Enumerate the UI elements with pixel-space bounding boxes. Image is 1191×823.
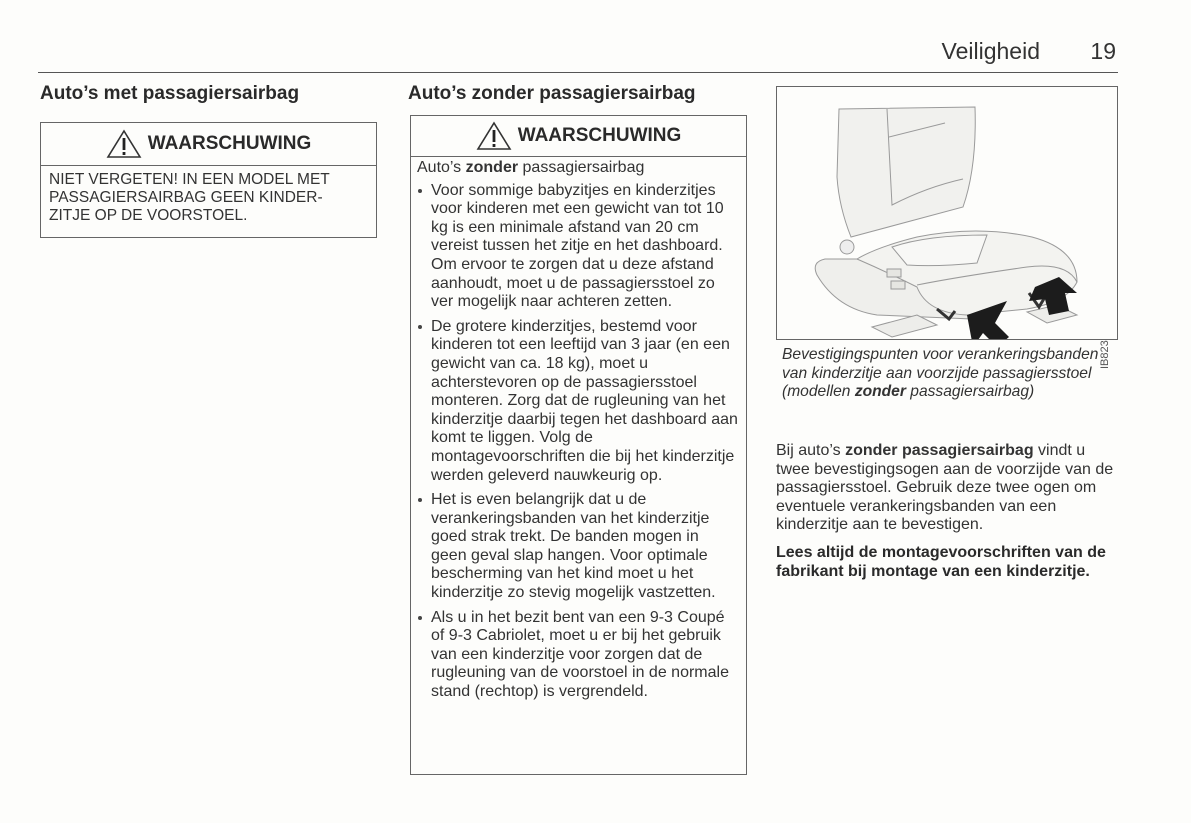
warning-heading: WAARSCHUWING: [517, 125, 682, 146]
section-name: Veiligheid: [941, 38, 1040, 64]
warning-heading: WAARSCHUWING: [147, 133, 312, 154]
bullet-item: Het is even belangrijk dat u de verankeringsbanden van het kinderzitje goed strak trekt. De banden mogen in geen geval slap hangen. Voor optimale bescherming van het kind moet u het kinderzitje zo stevig mogelijk vastzetten.: [417, 491, 738, 603]
seat-illustration: [777, 87, 1117, 339]
warning-line: PASSAGIERSAIRBAG GEEN KINDER-: [49, 189, 323, 206]
body-paragraph: [776, 442, 1121, 535]
warning-text: [41, 166, 376, 231]
paragraph-bold: zonder passagiersairbag: [845, 442, 1034, 459]
warning-triangle-icon: [106, 129, 142, 159]
warning-box-without-airbag: [410, 115, 747, 775]
caption-text: passagiersairbag): [905, 383, 1035, 400]
intro-text: passagiersairbag: [518, 159, 645, 176]
warning-header: [41, 123, 376, 166]
middle-section-title: Auto’s zonder passagiersairbag: [408, 83, 696, 104]
bold-note: Lees altijd de montagevoorschriften van de fabrikant bij montage van een kinderzitje.: [776, 544, 1106, 580]
warning-intro: [417, 159, 738, 178]
warning-header: [411, 116, 746, 157]
warning-triangle-icon: [476, 121, 512, 151]
bullet-item: De grotere kinderzitjes, bestemd voor kinderen tot een leeftijd van 3 jaar (en een gewicht van ca. 18 kg), moet u achterstevoren op de passagiersstoel monteren. Zorg dat de rugleuning van het kinderzitje daarbij tegen het dashboard aan komt te liggen. Volg de montagevoorschriften die bij het kinderzitje werden geleverd nauwkeurig op.: [417, 318, 738, 485]
warning-text: [411, 157, 746, 714]
paragraph-text: vindt u twee bevestigingsogen aan de voorzijde van de passagiersstoel. Gebruik deze twee ogen om eventuele verankeringsbanden van een kinderzitje aan te bevestigen.: [776, 442, 1114, 534]
figure-code: IB823: [1099, 340, 1111, 369]
caption-text: Bevestigingspunten voor verankeringsbanden van kinderzitje aan voorzijde passagiersstoel (modellen: [782, 346, 1099, 400]
bullet-item: Voor sommige babyzitjes en kinderzitjes voor kinderen met een gewicht van tot 10 kg is een minimale afstand van 20 cm vereist tussen het zitje en het dashboard. Om ervoor te zorgen dat u deze afstand aanhoudt, moet u de passagiersstoel zo ver mogelijk naar achteren zetten.: [417, 182, 738, 312]
seat-figure: [776, 86, 1118, 369]
intro-text: Auto’s: [417, 159, 466, 176]
warning-line: NIET VERGETEN! IN EEN MODEL MET: [49, 171, 330, 188]
intro-bold: zonder: [465, 159, 519, 176]
figure-caption: [782, 346, 1122, 402]
warning-box-with-airbag: [40, 122, 377, 238]
bullet-item: Als u in het bezit bent van een 9-3 Coupé of 9-3 Cabriolet, moet u er bij het gebruik van een kinderzitje voor zorgen dat de rugleuning van de voorstoel in de normale stand (rechtop) is vergrendeld.: [417, 609, 738, 702]
caption-bold: zonder: [854, 383, 906, 400]
left-section-title: Auto’s met passagiersairbag: [40, 83, 300, 104]
page-header: [38, 36, 1118, 73]
warning-line: ZITJE OP DE VOORSTOEL.: [49, 207, 248, 224]
page-number: 19: [1090, 38, 1116, 64]
paragraph-text: Bij auto’s: [776, 442, 846, 459]
